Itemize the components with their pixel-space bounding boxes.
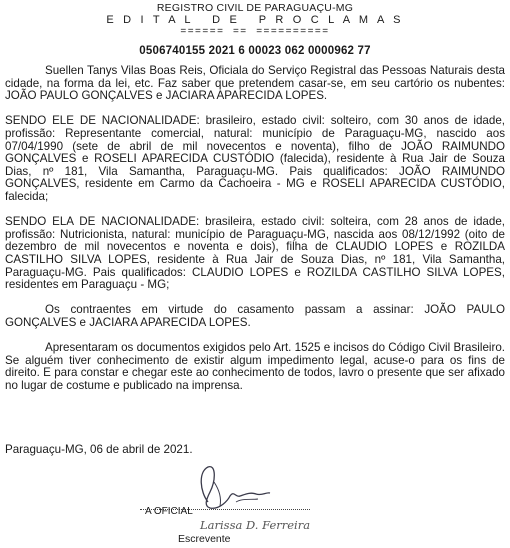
names-paragraph: Os contraentes em virtude do casamento passam a assinar: JOÃO PAULO GONÇALVES e JACIARA APARECIDA LOPES. — [5, 303, 505, 329]
place-date: Paraguaçu-MG, 06 de abril de 2021. — [5, 443, 193, 456]
title-underline: ====== == ========== — [180, 26, 330, 37]
document-body — [5, 65, 505, 405]
groom-paragraph: SENDO ELE DE NACIONALIDADE: brasileiro, estado civil: solteiro, com 30 anos de idade, profissão: Representante comercial, natural: município de Paraguaçu-MG, nascido aos 07/04/1990 (sete de abril de mil novecentos e noventa), filho de JOÃO RAIMUNDO GONÇALVES e ROSELI APARECIDA CUSTÓDIO (falecida), residente à Rua Jair de Souza Dias, nº 181, Vila Samantha, Paraguaçu-MG. Pais qualificados: JOÃO RAIMUNDO GONÇALVES, residente em Carmo da Cachoeira - MG e ROSELI APARECIDA CUSTÓDIO, falecida; — [5, 114, 505, 203]
signer-role: Escrevente — [178, 533, 231, 545]
signer-name: Larissa D. Ferreira — [200, 518, 311, 532]
registration-code: 0506740155 2021 6 00023 062 0000962 77 — [139, 45, 371, 57]
registry-name: REGISTRO CIVIL DE PARAGUAÇU-MG — [156, 2, 354, 14]
intro-paragraph: Suellen Tanys Vilas Boas Reis, Oficiala do Serviço Registral das Pessoas Naturais desta cidade, na forma da lei, etc. Faz saber que pretendem casar-se, em seu cartório os nubentes: JOÃO PAULO GONÇALVES e JACIARA APARECIDA LOPES. — [5, 64, 505, 103]
bride-paragraph: SENDO ELA DE NACIONALIDADE: brasileira, estado civil: solteira, com 28 anos de idade, profissão: Nutricionista, natural: município de Paraguaçu-MG, nascida aos 08/12/1992 (oito de dezembro de mil novecentos e noventa e dois), filha de CLAUDIO LOPES e ROZILDA CASTILHO SILVA LOPES, residente à Rua Jair de Souza Dias, nº 181, Vila Samantha, Paraguaçu-MG. Pais qualificados: CLAUDIO LOPES e ROZILDA CASTILHO SILVA LOPES, residentes em Paraguaçu - MG; — [5, 215, 505, 292]
document-title: E D I T A L D E P R O C L A M A S — [106, 14, 404, 26]
documents-paragraph: Apresentaram os documentos exigidos pelo Art. 1525 e incisos do Código Civil Brasileiro. Se alguém tiver conhecimento de existir algum impedimento legal, acuse-o para os fins de direito. E para constar e chegar este ao conhecimento de todos, lavro o presente que ser afixado no lugar de costume e publicado na imprensa. — [5, 341, 505, 392]
document-header — [0, 2, 510, 57]
signature-label: A OFICIAL — [145, 506, 193, 517]
